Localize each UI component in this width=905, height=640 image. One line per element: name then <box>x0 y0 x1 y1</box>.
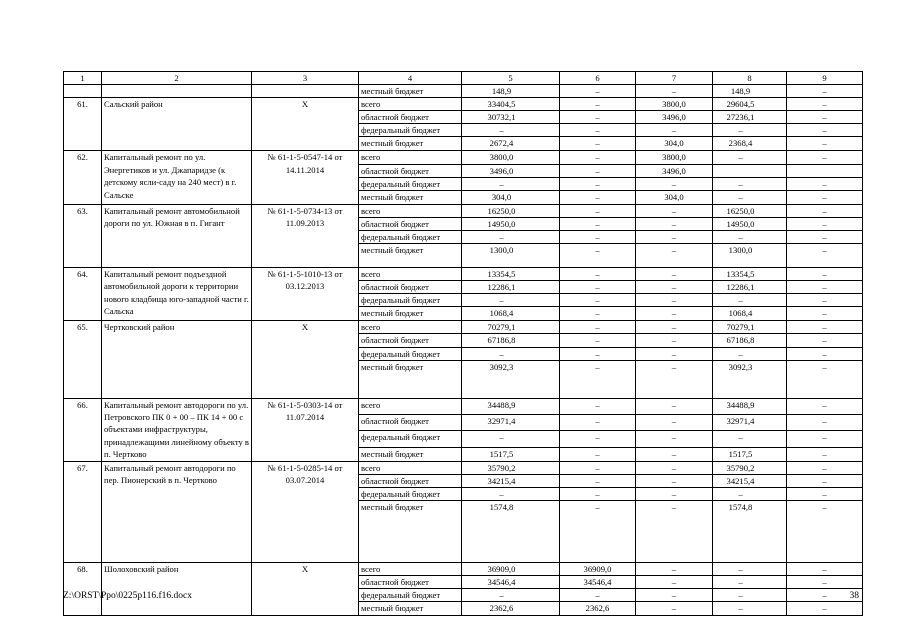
funding-source-label: всего <box>359 398 462 414</box>
year-value: 304,0 <box>636 137 713 151</box>
table-row <box>64 204 863 217</box>
year-value: 1574,8 <box>713 500 787 562</box>
object-name-cell <box>102 85 252 98</box>
year-value: – <box>636 398 713 414</box>
year-value: – <box>713 177 787 190</box>
funding-source-label: федеральный бюджет <box>359 347 462 360</box>
total-value: 35790,2 <box>462 461 560 474</box>
funding-source-label: местный бюджет <box>359 307 462 321</box>
document-cell: Х <box>252 321 359 398</box>
year-value: – <box>560 204 636 217</box>
year-value: – <box>787 431 863 447</box>
total-value: – <box>462 347 560 360</box>
document-cell: № 61-1-5-0303-14 от 11.07.2014 <box>252 398 359 461</box>
column-number: 4 <box>359 72 462 85</box>
document-cell <box>252 85 359 98</box>
year-value: – <box>787 151 863 164</box>
year-value: 3496,0 <box>636 164 713 177</box>
row-number-cell: 67. <box>64 461 102 562</box>
year-value: – <box>560 244 636 268</box>
column-number-row <box>64 72 863 85</box>
year-value: – <box>713 487 787 500</box>
total-value: 16250,0 <box>462 204 560 217</box>
row-number-cell: 66. <box>64 398 102 461</box>
row-number-cell: 63. <box>64 204 102 267</box>
total-value: 34215,4 <box>462 474 560 487</box>
funding-source-label: местный бюджет <box>359 360 462 398</box>
year-value: – <box>560 398 636 414</box>
year-value: – <box>787 85 863 98</box>
year-value: 27236,1 <box>713 111 787 124</box>
year-value: – <box>560 474 636 487</box>
year-value: – <box>787 500 863 562</box>
year-value: – <box>636 217 713 230</box>
year-value: 14950,0 <box>713 217 787 230</box>
year-value: – <box>636 204 713 217</box>
funding-source-label: областной бюджет <box>359 111 462 124</box>
file-path: Z:\ORST\Ppo\0225p116.f16.docx <box>63 591 192 601</box>
year-value: – <box>636 307 713 321</box>
year-value: – <box>787 562 863 575</box>
year-value: – <box>787 414 863 430</box>
total-value: 70279,1 <box>462 321 560 334</box>
year-value: – <box>713 124 787 137</box>
year-value: – <box>787 124 863 137</box>
year-value: – <box>560 151 636 164</box>
funding-source-label: федеральный бюджет <box>359 124 462 137</box>
year-value: 2368,4 <box>713 137 787 151</box>
year-value: 3800,0 <box>636 98 713 111</box>
object-name-cell: Чертковский район <box>102 321 252 398</box>
total-value: 3496,0 <box>462 164 560 177</box>
total-value: – <box>462 177 560 190</box>
funding-source-label: областной бюджет <box>359 576 462 589</box>
year-value: 16250,0 <box>713 204 787 217</box>
object-name-cell: Капитальный ремонт автодороги по ул. Петровского ПК 0 + 00 – ПК 14 + 00 с объектами инфраструктуры, принадлежащими линейному объекту в п. Чертково <box>102 398 252 461</box>
year-value: – <box>787 268 863 281</box>
year-value: – <box>636 321 713 334</box>
funding-source-label: всего <box>359 98 462 111</box>
year-value: – <box>787 190 863 204</box>
year-value: – <box>713 347 787 360</box>
total-value: 3800,0 <box>462 151 560 164</box>
object-name-cell: Шолоховский район <box>102 562 252 615</box>
table-row <box>64 562 863 575</box>
total-value: 13354,5 <box>462 268 560 281</box>
year-value: – <box>560 217 636 230</box>
year-value: – <box>787 360 863 398</box>
column-number: 2 <box>102 72 252 85</box>
year-value: – <box>787 474 863 487</box>
year-value: – <box>636 230 713 243</box>
document-cell: Х <box>252 98 359 151</box>
funding-source-label: всего <box>359 268 462 281</box>
year-value: – <box>636 576 713 589</box>
year-value: 34546,4 <box>560 576 636 589</box>
funding-source-label: всего <box>359 321 462 334</box>
total-value: 1574,8 <box>462 500 560 562</box>
object-name-cell: Капитальный ремонт автодороги по пер. Пионерский в п. Чертково <box>102 461 252 562</box>
row-number-cell: 68. <box>64 562 102 615</box>
year-value: – <box>787 217 863 230</box>
funding-source-label: федеральный бюджет <box>359 589 462 602</box>
year-value: – <box>636 347 713 360</box>
year-value: 13354,5 <box>713 268 787 281</box>
object-name-cell: Капитальный ремонт по ул. Энергетиков и ул. Джапаридзе (к детскому ясли-саду на 240 мест) в г. Сальске <box>102 151 252 204</box>
year-value: – <box>787 177 863 190</box>
document-cell: № 61-1-5-0734-13 от 11.09.2013 <box>252 204 359 267</box>
total-value: 33404,5 <box>462 98 560 111</box>
year-value: – <box>787 137 863 151</box>
year-value: – <box>713 151 787 164</box>
year-value: – <box>636 447 713 461</box>
year-value: – <box>713 230 787 243</box>
row-number-cell <box>64 85 102 98</box>
document-cell: № 61-1-5-1010-13 от 03.12.2013 <box>252 268 359 321</box>
year-value: – <box>787 281 863 294</box>
year-value: – <box>560 85 636 98</box>
year-value: – <box>787 589 863 602</box>
total-value: 67186,8 <box>462 334 560 347</box>
total-value: 304,0 <box>462 190 560 204</box>
funding-source-label: всего <box>359 151 462 164</box>
document-cell: Х <box>252 562 359 615</box>
year-value: 34215,4 <box>713 474 787 487</box>
year-value: 304,0 <box>636 190 713 204</box>
page-number: 38 <box>849 591 859 601</box>
budget-table <box>63 71 863 616</box>
funding-source-label: областной бюджет <box>359 414 462 430</box>
funding-source-label: местный бюджет <box>359 85 462 98</box>
table-row <box>64 321 863 334</box>
year-value: – <box>713 562 787 575</box>
year-value: – <box>560 500 636 562</box>
funding-source-label: областной бюджет <box>359 164 462 177</box>
funding-source-label: местный бюджет <box>359 190 462 204</box>
total-value: – <box>462 124 560 137</box>
year-value: – <box>787 321 863 334</box>
year-value: – <box>560 137 636 151</box>
column-number: 5 <box>462 72 560 85</box>
year-value: 67186,8 <box>713 334 787 347</box>
total-value: 1300,0 <box>462 244 560 268</box>
total-value: 36909,0 <box>462 562 560 575</box>
year-value: 1517,5 <box>713 447 787 461</box>
funding-source-label: областной бюджет <box>359 334 462 347</box>
funding-source-label: местный бюджет <box>359 244 462 268</box>
table-row <box>64 461 863 474</box>
funding-source-label: местный бюджет <box>359 447 462 461</box>
year-value: 12286,1 <box>713 281 787 294</box>
year-value: – <box>787 447 863 461</box>
year-value: – <box>560 347 636 360</box>
funding-source-label: областной бюджет <box>359 474 462 487</box>
year-value: – <box>636 474 713 487</box>
funding-source-label: всего <box>359 204 462 217</box>
year-value: – <box>787 398 863 414</box>
funding-source-label: всего <box>359 562 462 575</box>
year-value: – <box>560 360 636 398</box>
year-value: 2362,6 <box>560 602 636 616</box>
funding-source-label: федеральный бюджет <box>359 230 462 243</box>
column-number: 8 <box>713 72 787 85</box>
year-value: – <box>560 321 636 334</box>
year-value: – <box>560 487 636 500</box>
year-value: 3800,0 <box>636 151 713 164</box>
year-value: – <box>636 281 713 294</box>
funding-source-label: местный бюджет <box>359 500 462 562</box>
object-name-cell: Капитальный ремонт подъездной автомобильной дороги к территории нового кладбища юго-западной части г. Сальска <box>102 268 252 321</box>
year-value: 32971,4 <box>713 414 787 430</box>
column-number: 3 <box>252 72 359 85</box>
year-value: – <box>713 431 787 447</box>
year-value: 29604,5 <box>713 98 787 111</box>
total-value: 2672,4 <box>462 137 560 151</box>
year-value: – <box>787 307 863 321</box>
year-value: – <box>560 98 636 111</box>
total-value: 34488,9 <box>462 398 560 414</box>
year-value: – <box>787 334 863 347</box>
year-value: – <box>636 602 713 616</box>
year-value: – <box>787 244 863 268</box>
funding-source-label: областной бюджет <box>359 217 462 230</box>
column-number: 6 <box>560 72 636 85</box>
year-value: – <box>636 294 713 307</box>
funding-source-label: всего <box>359 461 462 474</box>
year-value: 3496,0 <box>636 111 713 124</box>
total-value: – <box>462 230 560 243</box>
document-cell: № 61-1-5-0547-14 от 14.11.2014 <box>252 151 359 204</box>
total-value: – <box>462 487 560 500</box>
year-value: – <box>560 334 636 347</box>
total-value: 148,9 <box>462 85 560 98</box>
object-name-cell: Капитальный ремонт автомобильной дороги по ул. Южная в п. Гигант <box>102 204 252 267</box>
year-value: 36909,0 <box>560 562 636 575</box>
year-value: – <box>560 307 636 321</box>
year-value: 35790,2 <box>713 461 787 474</box>
funding-source-label: федеральный бюджет <box>359 487 462 500</box>
year-value: – <box>787 347 863 360</box>
year-value <box>713 164 787 177</box>
year-value: – <box>636 268 713 281</box>
year-value: – <box>787 230 863 243</box>
year-value: – <box>636 360 713 398</box>
year-value: 34488,9 <box>713 398 787 414</box>
column-number: 7 <box>636 72 713 85</box>
year-value: – <box>636 244 713 268</box>
year-value: – <box>636 177 713 190</box>
total-value: 3092,3 <box>462 360 560 398</box>
row-number-cell: 61. <box>64 98 102 151</box>
year-value: 1300,0 <box>713 244 787 268</box>
table-row <box>64 268 863 281</box>
funding-source-label: местный бюджет <box>359 137 462 151</box>
year-value: 1068,4 <box>713 307 787 321</box>
year-value: – <box>713 589 787 602</box>
row-number-cell: 64. <box>64 268 102 321</box>
year-value: – <box>560 230 636 243</box>
year-value: – <box>560 164 636 177</box>
year-value: 148,9 <box>713 85 787 98</box>
year-value: – <box>560 281 636 294</box>
year-value: 70279,1 <box>713 321 787 334</box>
year-value <box>787 164 863 177</box>
column-number: 1 <box>64 72 102 85</box>
funding-source-label: областной бюджет <box>359 281 462 294</box>
year-value: – <box>560 431 636 447</box>
year-value: – <box>560 461 636 474</box>
row-number-cell: 62. <box>64 151 102 204</box>
year-value: – <box>636 414 713 430</box>
year-value: – <box>636 487 713 500</box>
year-value: – <box>787 576 863 589</box>
total-value: 12286,1 <box>462 281 560 294</box>
year-value: – <box>560 414 636 430</box>
total-value: – <box>462 294 560 307</box>
total-value: 34546,4 <box>462 576 560 589</box>
total-value: 30732,1 <box>462 111 560 124</box>
document-cell: № 61-1-5-0285-14 от 03.07.2014 <box>252 461 359 562</box>
year-value: – <box>636 589 713 602</box>
continuation-row <box>64 85 863 98</box>
year-value: – <box>787 294 863 307</box>
funding-source-label: федеральный бюджет <box>359 177 462 190</box>
year-value: – <box>636 562 713 575</box>
total-value: 14950,0 <box>462 217 560 230</box>
year-value: – <box>560 124 636 137</box>
year-value: – <box>636 124 713 137</box>
year-value: – <box>636 431 713 447</box>
year-value: – <box>636 500 713 562</box>
year-value: – <box>787 204 863 217</box>
table-row <box>64 151 863 164</box>
year-value: – <box>636 461 713 474</box>
year-value: – <box>713 190 787 204</box>
row-number-cell: 65. <box>64 321 102 398</box>
year-value: – <box>560 177 636 190</box>
column-number: 9 <box>787 72 863 85</box>
year-value: – <box>560 111 636 124</box>
total-value: 1068,4 <box>462 307 560 321</box>
year-value: – <box>713 576 787 589</box>
total-value: 2362,6 <box>462 602 560 616</box>
year-value: – <box>636 334 713 347</box>
year-value: – <box>560 589 636 602</box>
year-value: – <box>560 268 636 281</box>
year-value: 3092,3 <box>713 360 787 398</box>
year-value: – <box>713 294 787 307</box>
year-value: – <box>787 461 863 474</box>
funding-source-label: местный бюджет <box>359 602 462 616</box>
total-value: 32971,4 <box>462 414 560 430</box>
table-body <box>64 72 863 616</box>
total-value: – <box>462 589 560 602</box>
table-row <box>64 98 863 111</box>
table-row <box>64 398 863 414</box>
funding-source-label: федеральный бюджет <box>359 431 462 447</box>
year-value: – <box>560 190 636 204</box>
year-value: – <box>787 111 863 124</box>
funding-source-label: федеральный бюджет <box>359 294 462 307</box>
total-value: – <box>462 431 560 447</box>
year-value: – <box>787 487 863 500</box>
year-value: – <box>787 602 863 616</box>
year-value: – <box>636 85 713 98</box>
year-value: – <box>560 294 636 307</box>
year-value: – <box>713 602 787 616</box>
year-value: – <box>560 447 636 461</box>
object-name-cell: Сальский район <box>102 98 252 151</box>
total-value: 1517,5 <box>462 447 560 461</box>
year-value: – <box>787 98 863 111</box>
